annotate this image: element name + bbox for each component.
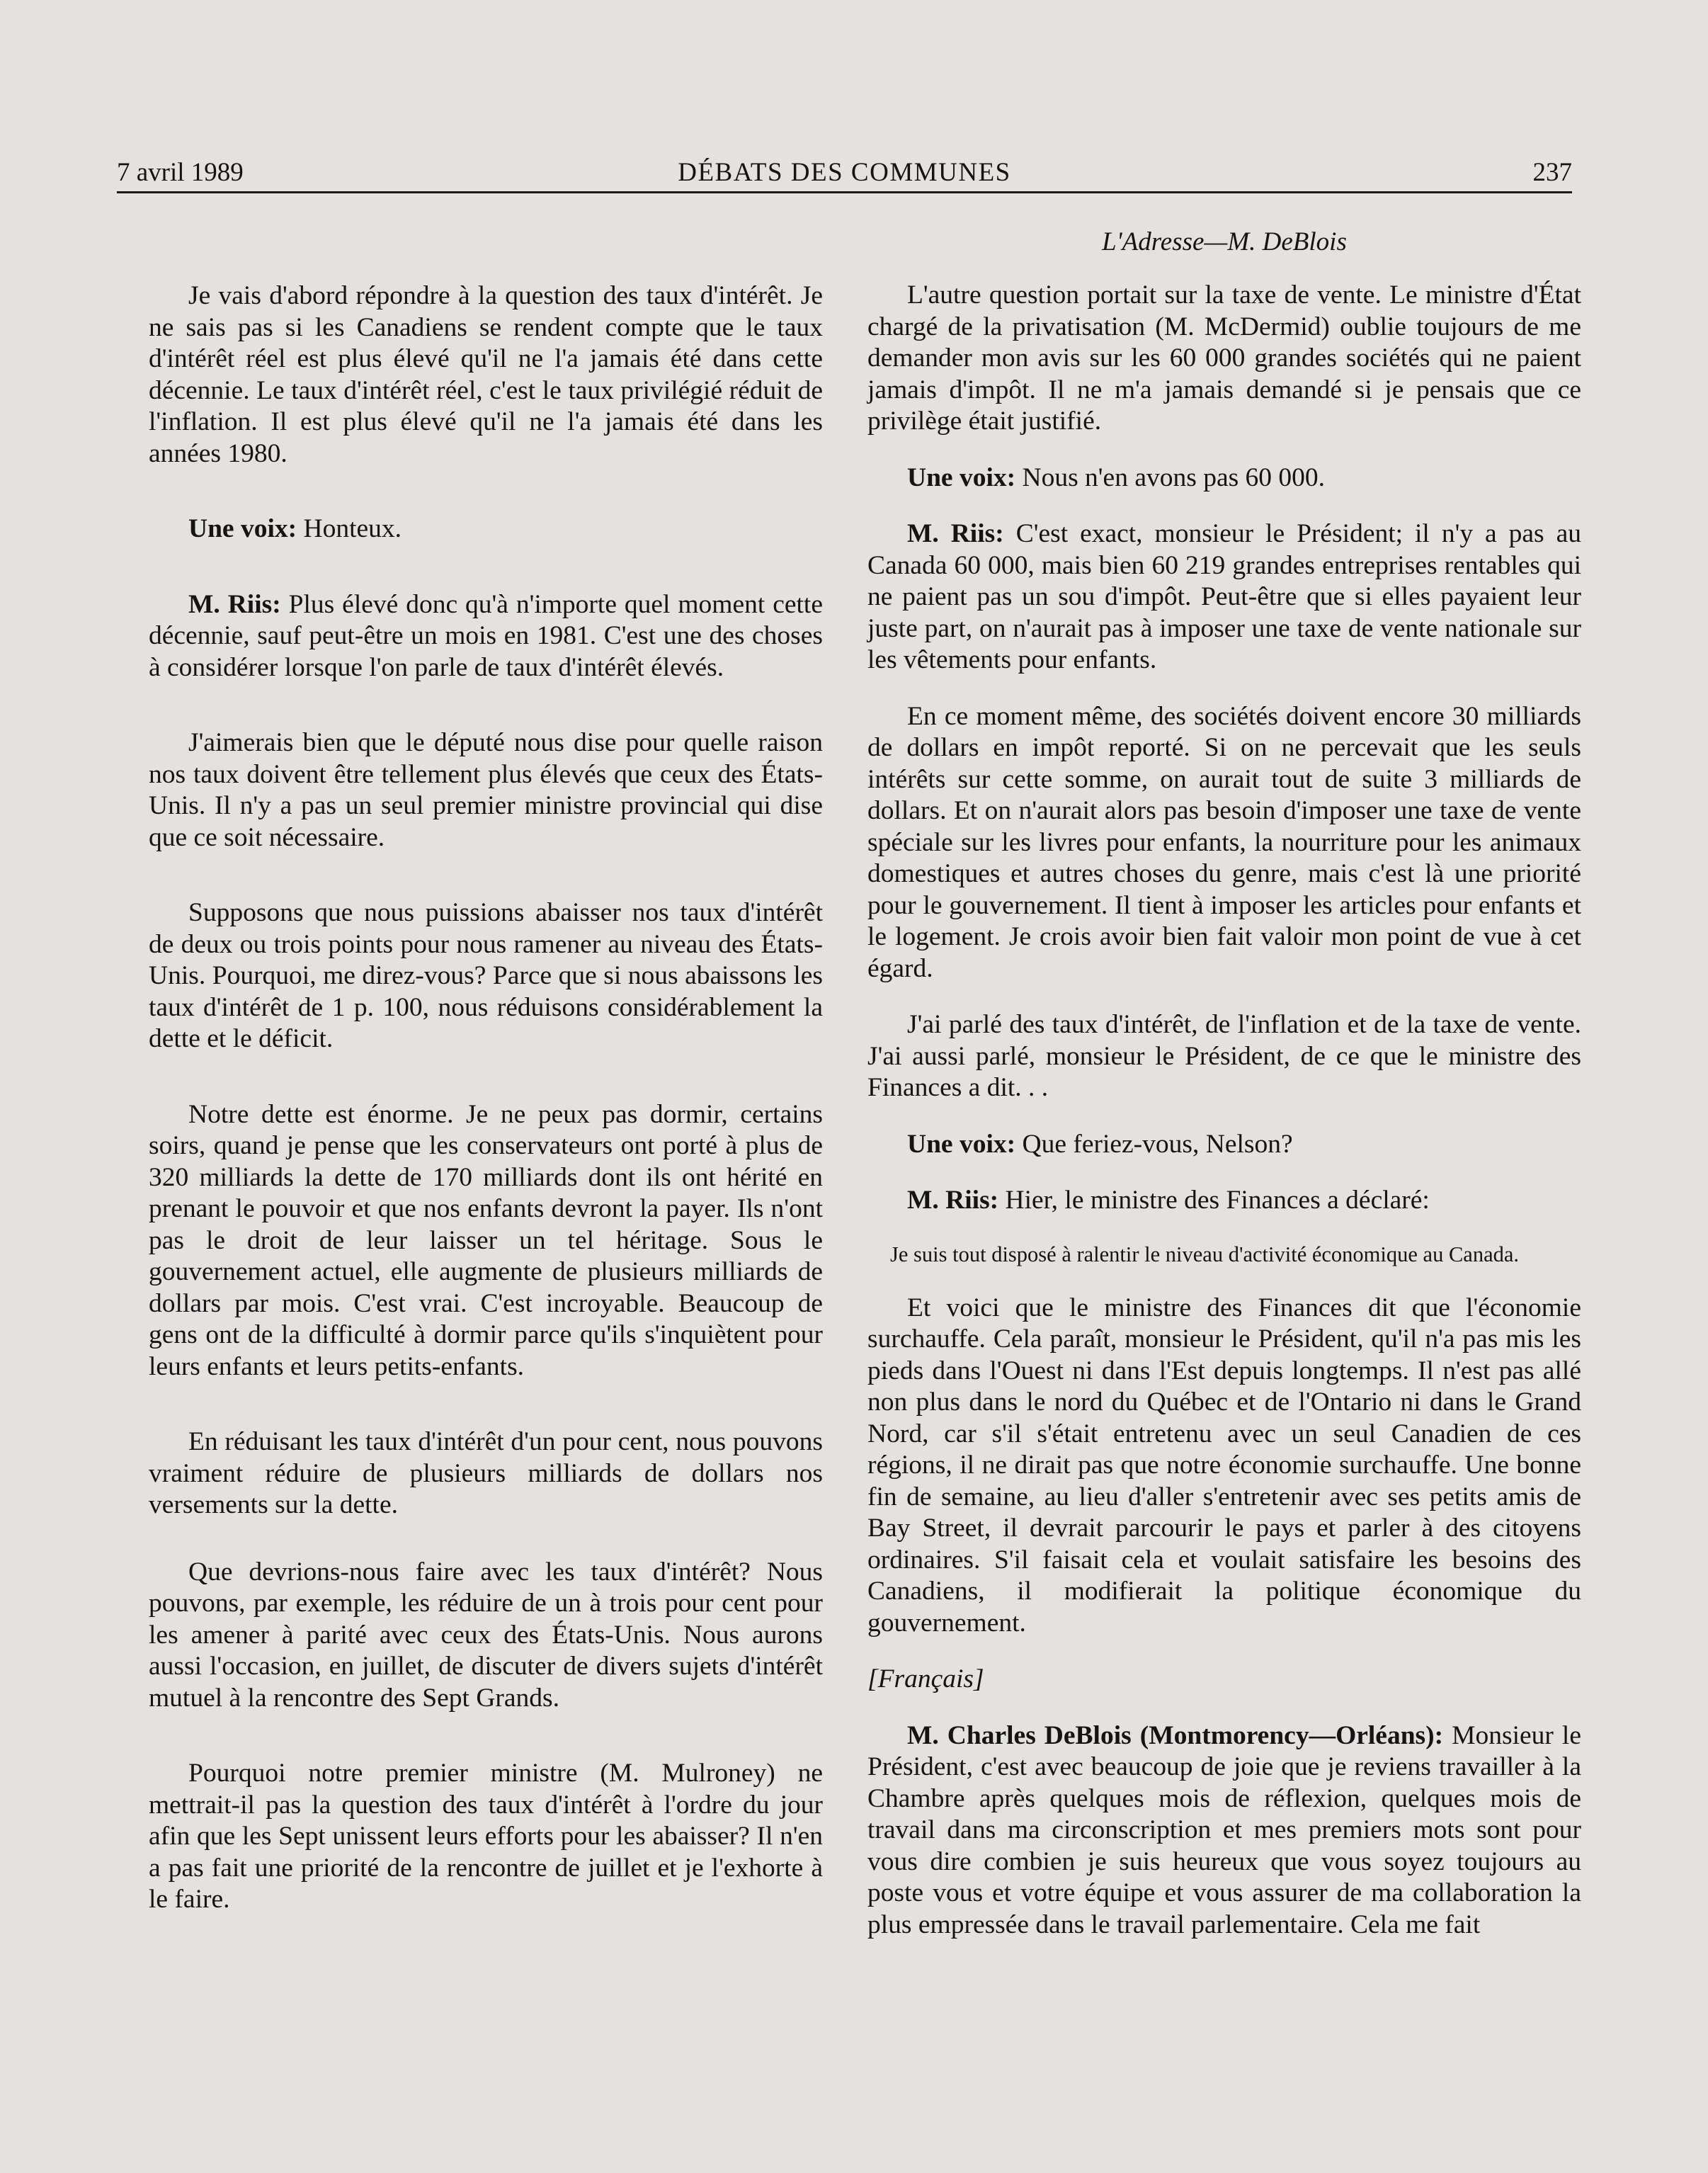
header-date: 7 avril 1989 bbox=[117, 158, 244, 187]
speaker-name: Une voix: bbox=[907, 1129, 1016, 1159]
speech-text: Honteux. bbox=[297, 514, 402, 543]
speaker-name: M. Charles DeBlois (Montmorency—Orléans): bbox=[907, 1720, 1444, 1750]
paragraph bbox=[149, 589, 823, 684]
paragraph: J'ai parlé des taux d'intérêt, de l'inflation et de la taxe de vente. J'ai aussi parlé, monsieur le Président, de ce que le ministre des Finances a dit. . . bbox=[867, 1010, 1581, 1102]
paragraph bbox=[867, 1720, 1581, 1941]
paragraph: Supposons que nous puissions abaisser nos taux d'intérêt de deux ou trois points pour nous ramener au niveau des États-Unis. Pourquoi, me direz-vous? Parce que si nous abaissons les taux d'intérêt de 1 p. 100, nous réduisons considérablement la dette et le déficit. bbox=[149, 898, 823, 1053]
speaker-name: M. Riis: bbox=[907, 519, 1004, 548]
paragraph bbox=[149, 514, 823, 545]
language-marker: [Français] bbox=[867, 1664, 984, 1693]
paragraph: En réduisant les taux d'intérêt d'un pour cent, nous pouvons vraiment réduire de plusieurs milliards de dollars nos versements sur la dette. bbox=[149, 1427, 823, 1519]
speech-text: Monsieur le Président, c'est avec beaucoup de joie que je reviens travailler à la Chambre après quelques mois de réflexion, quelques mois de travail dans ma circonscription et mes premiers mots sont pour vous dire combien je suis heureux que vous soyez toujours au poste vous et votre équipe et vous assurer de ma collaboration la plus empressée dans le travail parlementaire. Cela me fait bbox=[867, 1720, 1581, 1939]
running-title: L'Adresse—M. DeBlois bbox=[1102, 227, 1347, 256]
speaker-name: Une voix: bbox=[907, 463, 1016, 492]
speech-text: Nous n'en avons pas 60 000. bbox=[1015, 463, 1326, 492]
page-header bbox=[117, 152, 1572, 193]
speech-text: C'est exact, monsieur le Président; il n'y a pas au Canada 60 000, mais bien 60 219 grandes entreprises rentables qui ne paient pas un sou d'impôt. Peut-être que si elles payaient leur juste part, on n'aurait pas à imposer une taxe de vente nationale sur les vêtements pour enfants. bbox=[867, 519, 1581, 674]
speech-text: Hier, le ministre des Finances a déclaré: bbox=[998, 1186, 1430, 1215]
speaker-name: M. Riis: bbox=[188, 589, 281, 619]
left-column bbox=[149, 280, 823, 1916]
paragraph: L'autre question portait sur la taxe de vente. Le ministre d'État chargé de la privatisation (M. McDermid) oublie toujours de me demander mon avis sur les 60 000 grandes sociétés qui ne paient jamais d'impôt. Il ne m'a jamais demandé si je pensais que ce privilège était justifié. bbox=[867, 280, 1581, 436]
paragraph: J'aimerais bien que le député nous dise pour quelle raison nos taux doivent être tellement plus élevés que ceux des États-Unis. Il n'y a pas un seul premier ministre provincial qui dise que ce soit nécessaire. bbox=[149, 728, 823, 852]
block-quote: Je suis tout disposé à ralentir le niveau d'activité économique au Canada. bbox=[890, 1242, 1520, 1266]
paragraph bbox=[867, 1129, 1581, 1161]
header-title: DÉBATS DES COMMUNES bbox=[678, 158, 1011, 187]
speech-text: Que feriez-vous, Nelson? bbox=[1015, 1129, 1293, 1159]
paragraph: Notre dette est énorme. Je ne peux pas dormir, certains soirs, quand je pense que les conservateurs ont porté à plus de 320 milliards la dette de 170 milliards dont ils ont hérité en prenant le pouvoir et que nos enfants devront la payer. Ils n'ont pas le droit de leur laisser un tel héritage. Sous le gouvernement actuel, elle augmente de plusieurs milliards de dollars par mois. C'est vrai. C'est incroyable. Beaucoup de gens ont de la difficulté à dormir parce qu'ils s'inquiètent pour leurs enfants et leurs petits-enfants. bbox=[149, 1099, 823, 1381]
paragraph: En ce moment même, des sociétés doivent encore 30 milliards de dollars en impôt reporté. Si on ne percevait que les seuls intérêts sur cette somme, on aurait tout de suite 3 milliards de dollars. Et on n'aurait alors pas besoin d'imposer une taxe de vente spéciale sur les livres pour enfants, la nourriture pour les animaux domestiques et autres choses du genre, mais c'est là une priorité pour le gouvernement. Il tient à imposer les articles pour enfants et le logement. Je crois avoir bien fait valoir mon point de vue à cet égard. bbox=[867, 701, 1581, 983]
right-column bbox=[867, 280, 1581, 1941]
page-number: 237 bbox=[1532, 158, 1572, 187]
paragraph: Que devrions-nous faire avec les taux d'intérêt? Nous pouvons, par exemple, les réduire de un à trois pour cent pour les amener à parité avec ceux des États-Unis. Nous aurons aussi l'occasion, en juillet, de discuter de divers sujets d'intérêt mutuel à la rencontre des Sept Grands. bbox=[149, 1557, 823, 1713]
speech-text: Plus élevé donc qu'à n'importe quel moment cette décennie, sauf peut-être un mois en 1981. C'est une des choses à considérer lorsque l'on parle de taux d'intérêt élevés. bbox=[149, 589, 823, 682]
paragraph bbox=[867, 463, 1581, 494]
paragraph: Et voici que le ministre des Finances dit que l'économie surchauffe. Cela paraît, monsieur le Président, qu'il n'a pas mis les pieds dans l'Ouest ni dans l'Est depuis longtemps. Il n'est pas allé non plus dans le nord du Québec et de l'Ontario ni dans le Grand Nord, car s'il s'était entretenu avec un seul Canadien de ces régions, il ne dirait pas que notre économie surchauffe. Une bonne fin de semaine, au lieu d'aller s'entretenir avec ses petits amis de Bay Street, il devrait parcourir le pays et parler à des citoyens ordinaires. S'il faisait cela et voulait satisfaire les besoins des Canadiens, il modifierait la politique économique du gouvernement. bbox=[867, 1293, 1581, 1638]
paragraph bbox=[867, 1185, 1581, 1217]
speaker-name: Une voix: bbox=[188, 514, 297, 543]
speaker-name: M. Riis: bbox=[907, 1186, 999, 1215]
paragraph bbox=[867, 518, 1581, 676]
paragraph: Pourquoi notre premier ministre (M. Mulroney) ne mettrait-il pas la question des taux d'intérêt à l'ordre du jour afin que les Sept unissent leurs efforts pour les abaisser? Il n'en a pas fait une priorité de la rencontre de juillet et je l'exhorte à le faire. bbox=[149, 1759, 823, 1914]
paragraph: Je vais d'abord répondre à la question des taux d'intérêt. Je ne sais pas si les Canadiens se rendent compte que le taux d'intérêt réel est plus élevé qu'il ne l'a jamais été dans cette décennie. Le taux d'intérêt réel, c'est le taux privilégié réduit de l'inflation. Il est plus élevé qu'il ne l'a jamais été dans les années 1980. bbox=[149, 281, 823, 468]
